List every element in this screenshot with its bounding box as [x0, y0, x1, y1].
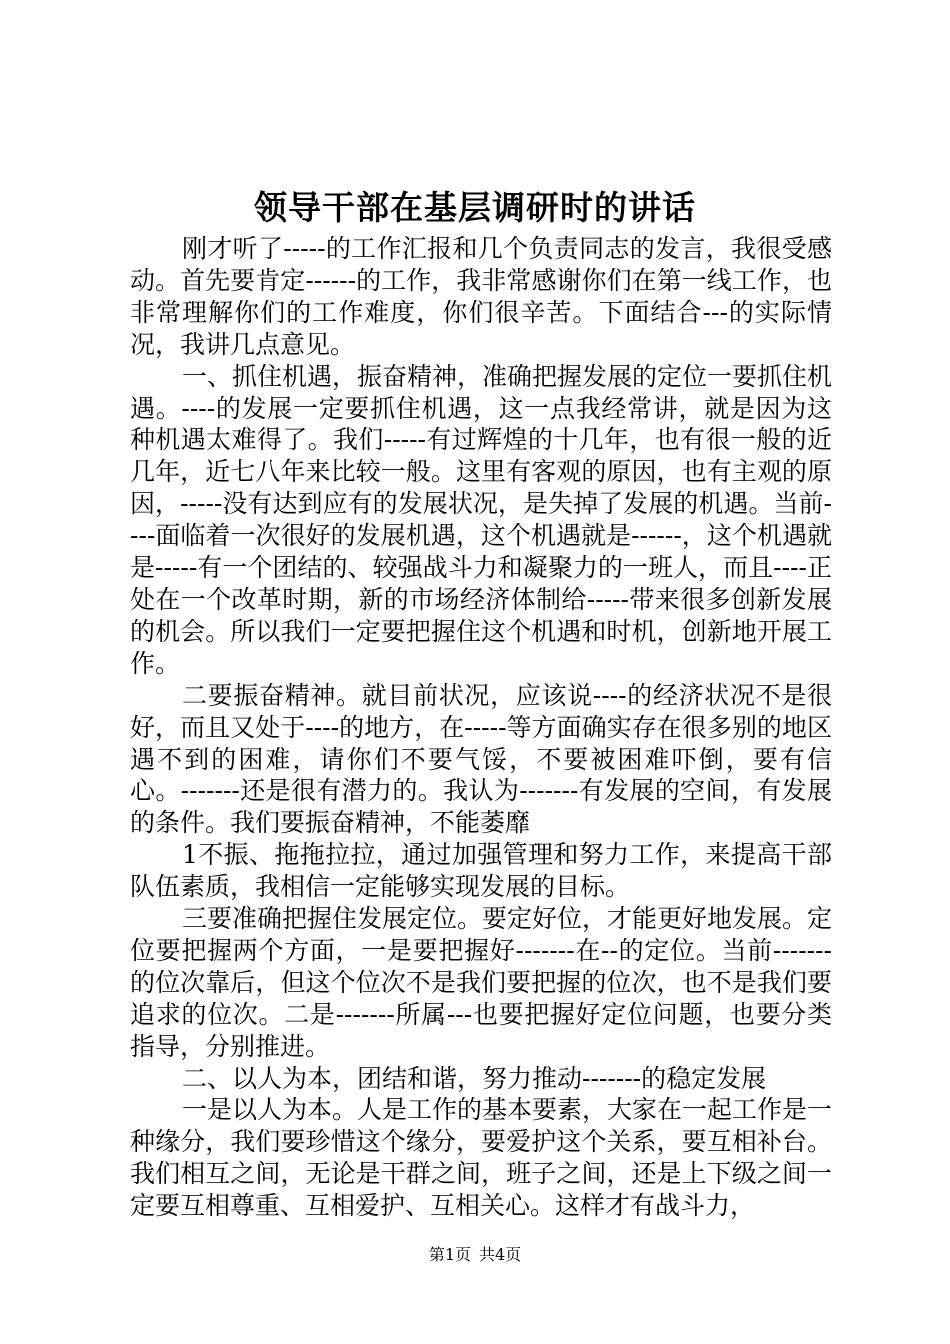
document-title: 领导干部在基层调研时的讲话 — [254, 188, 696, 227]
paragraph: 1不振、拖拖拉拉，通过加强管理和努力工作，来提高干部队伍素质，我相信一定能够实现发展的目标。 — [130, 840, 832, 902]
paragraph: 三要准确把握住发展定位。要定好位，才能更好地发展。定位要把握两个方面，一是要把握好-------在--的定位。当前-------的位次靠后，但这个位次不是我们要把握的位次，也不是我们要追求的位次。二是-------所属---也要把握好定位问题，也要分类指导，分别推进。 — [130, 904, 833, 1061]
page-number: 第1页 — [428, 1245, 471, 1264]
paragraph: 一是以人为本。人是工作的基本要素，大家在一起工作是一种缘分，我们要珍惜这个缘分，要爱护这个关系，要互相补台。我们相互之间，无论是干群之间，班子之间，还是上下级之间一定要互相尊重、互相爱护、互相关心。这样才有战斗力， — [130, 1095, 833, 1221]
page-footer — [0, 1244, 950, 1266]
page-total: 共4页 — [479, 1245, 522, 1264]
paragraph: 刚才听了-----的工作汇报和几个负责同志的发言，我很受感动。首先要肯定------的工作，我非常感谢你们在第一线工作，也非常理解你们的工作难度，你们很辛苦。下面结合---的实际情况，我讲几点意见。 — [130, 234, 832, 359]
document-body — [130, 233, 832, 1222]
paragraph: 二要振奋精神。就目前状况，应该说----的经济状况不是很好，而且又处于----的地方，在-----等方面确实存在很多别的地区遇不到的困难，请你们不要气馁，不要被困难吓倒，要有信心。-------还是很有潜力的。我认为-------有发展的空间，有发展的条件。我们要振奋精神，不能萎靡 — [130, 680, 832, 838]
paragraph: 二、以人为本，团结和谐，努力推动-------的稳定发展 — [182, 1063, 767, 1093]
paragraph: 一、抓住机遇，振奋精神，准确把握发展的定位一要抓住机遇。----的发展一定要抓住机遇，这一点我经常讲，就是因为这种机遇太难得了。我们-----有过辉煌的十几年，也有很一般的近几年，近七八年来比较一般。这里有客观的原因，也有主观的原因，-----没有达到应有的发展状况，是失掉了发展的机遇。当前----面临着一次很好的发展机遇，这个机遇就是------，这个机遇就是-----有一个团结的、较强战斗力和凝聚力的一班人，而且----正处在一个改革时期，新的市场经济体制给-----带来很多创新发展的机会。所以我们一定要把握住这个机遇和时机，创新地开展工作。 — [130, 361, 833, 678]
